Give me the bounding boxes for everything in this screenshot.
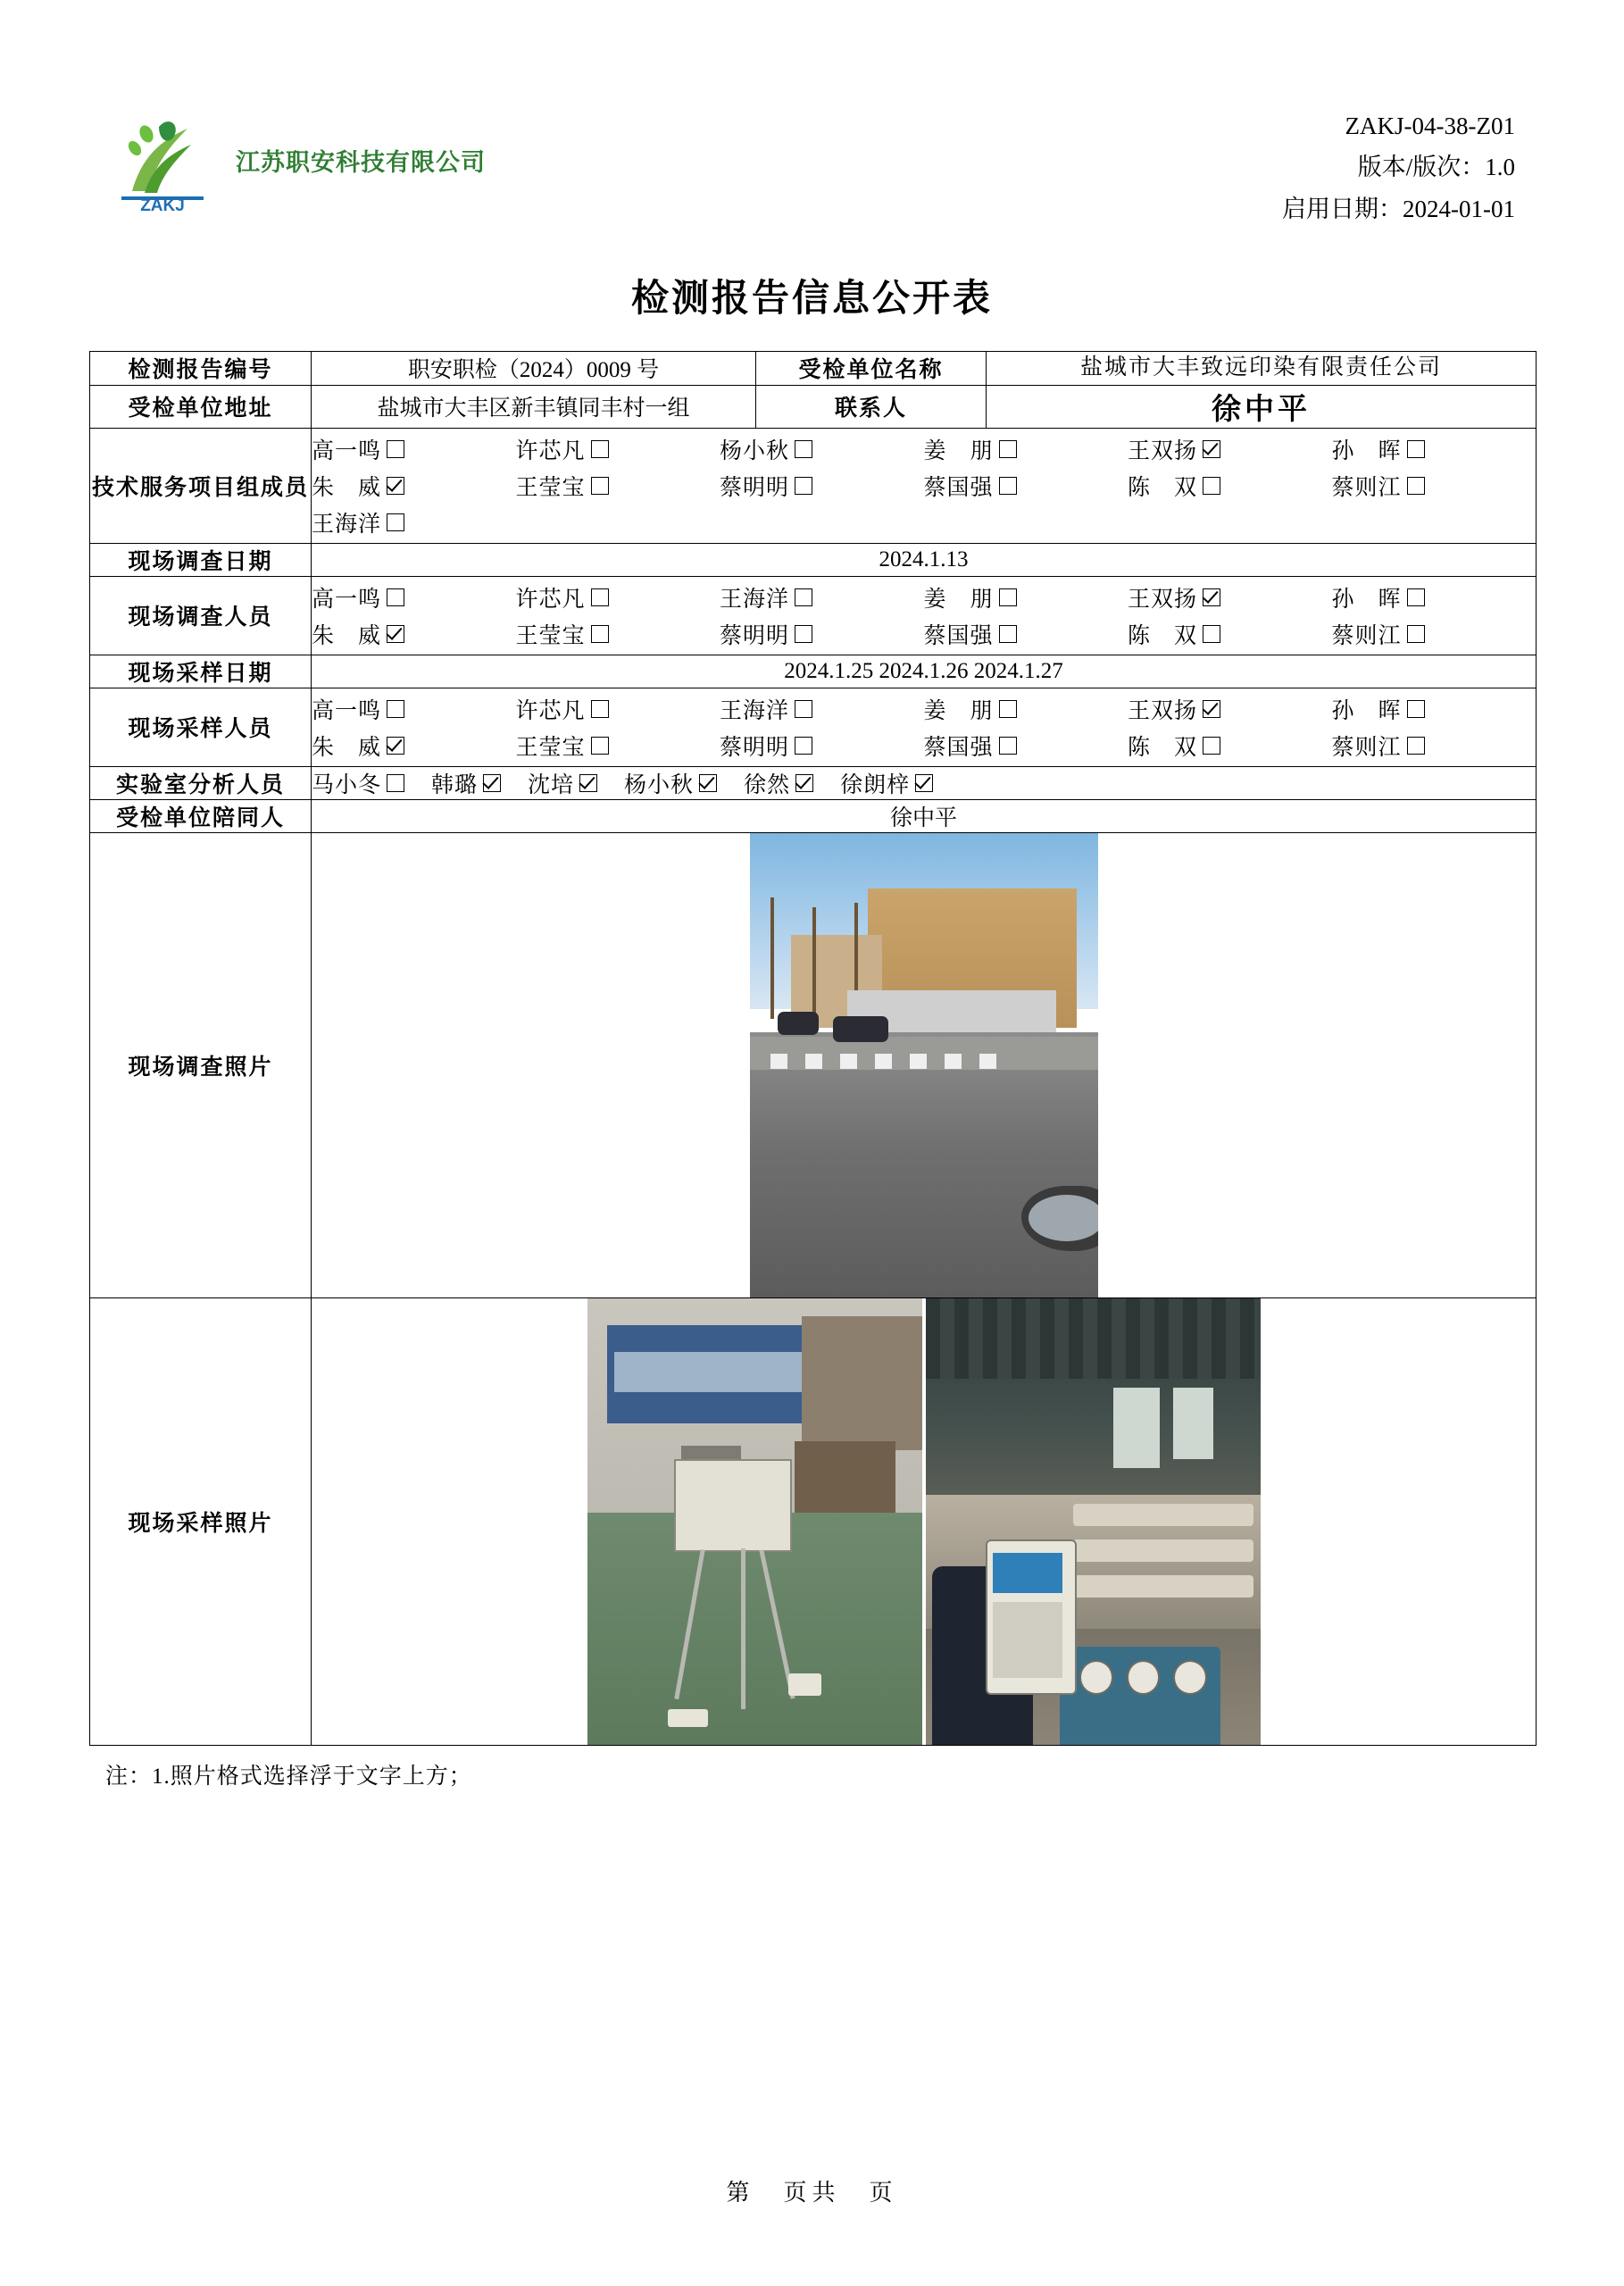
checkbox-item[interactable]: 高一鸣 bbox=[312, 581, 516, 613]
checkbox[interactable] bbox=[387, 440, 404, 458]
table-row bbox=[90, 385, 1537, 428]
checkbox-checked[interactable] bbox=[579, 774, 597, 792]
report-no-label: 检测报告编号 bbox=[90, 352, 312, 385]
escort-value: 徐中平 bbox=[312, 799, 1537, 832]
checkbox-checked[interactable] bbox=[387, 737, 404, 755]
survey-staff-row-2 bbox=[312, 618, 1536, 650]
team-members-row-3 bbox=[312, 506, 1536, 538]
checkbox-item[interactable]: 许芯凡 bbox=[516, 581, 720, 613]
checkbox-item[interactable]: 蔡明明 bbox=[720, 470, 924, 502]
checkbox[interactable] bbox=[1203, 477, 1220, 495]
company-name: 江苏职安科技有限公司 bbox=[236, 148, 486, 176]
table-row bbox=[90, 766, 1537, 799]
checkbox-item[interactable]: 孙 晖 bbox=[1332, 581, 1537, 613]
checkbox-item[interactable]: 高一鸣 bbox=[312, 433, 516, 465]
info-table bbox=[89, 351, 1537, 1745]
checkbox-checked[interactable] bbox=[699, 774, 717, 792]
checkbox[interactable] bbox=[591, 477, 609, 495]
checkbox-item[interactable]: 蔡则江 bbox=[1332, 730, 1537, 762]
sample-staff-cell bbox=[312, 688, 1537, 766]
checkbox-checked[interactable] bbox=[1203, 440, 1220, 458]
client-name-label: 受检单位名称 bbox=[756, 352, 987, 385]
contact-value: 徐中平 bbox=[987, 385, 1537, 428]
checkbox-item[interactable]: 高一鸣 bbox=[312, 693, 516, 725]
checkbox-item[interactable]: 蔡明明 bbox=[720, 730, 924, 762]
checkbox[interactable] bbox=[1407, 477, 1425, 495]
checkbox-item[interactable]: 王莹宝 bbox=[516, 470, 720, 502]
info-table-wrap bbox=[89, 351, 1535, 1745]
sample-photo-instrument bbox=[587, 1298, 922, 1745]
checkbox[interactable] bbox=[795, 588, 812, 606]
survey-photo-label: 现场调查照片 bbox=[90, 832, 312, 1297]
page-header bbox=[0, 0, 1624, 229]
team-members-cell bbox=[312, 428, 1537, 543]
page-footer: 第 页共 页 bbox=[726, 2180, 898, 2206]
checkbox[interactable] bbox=[1407, 737, 1425, 755]
checkbox[interactable] bbox=[1203, 625, 1220, 643]
survey-date-label: 现场调查日期 bbox=[90, 543, 312, 576]
checkbox-item[interactable]: 陈 双 bbox=[1128, 730, 1332, 762]
checkbox[interactable] bbox=[591, 700, 609, 718]
checkbox[interactable] bbox=[795, 737, 812, 755]
checkbox[interactable] bbox=[795, 625, 812, 643]
checkbox[interactable] bbox=[999, 625, 1017, 643]
checkbox[interactable] bbox=[387, 513, 404, 531]
checkbox-item[interactable]: 王莹宝 bbox=[516, 618, 720, 650]
checkbox[interactable] bbox=[1407, 700, 1425, 718]
checkbox-item[interactable]: 许芯凡 bbox=[516, 433, 720, 465]
checkbox-item[interactable]: 王双扬 bbox=[1128, 581, 1332, 613]
lab-staff-row bbox=[312, 767, 1536, 799]
checkbox[interactable] bbox=[591, 588, 609, 606]
footnote: 注：1.照片格式选择浮于文字上方； bbox=[105, 1764, 472, 1789]
checkbox-item[interactable]: 蔡国强 bbox=[924, 618, 1128, 650]
checkbox[interactable] bbox=[1407, 440, 1425, 458]
checkbox-checked[interactable] bbox=[387, 477, 404, 495]
company-logo bbox=[105, 105, 220, 214]
checkbox-item[interactable]: 蔡则江 bbox=[1332, 618, 1537, 650]
checkbox-item[interactable]: 蔡国强 bbox=[924, 730, 1128, 762]
sample-staff-row-2 bbox=[312, 730, 1536, 762]
table-row-sample-photo bbox=[90, 1297, 1537, 1745]
checkbox[interactable] bbox=[591, 625, 609, 643]
checkbox-item[interactable]: 王双扬 bbox=[1128, 433, 1332, 465]
table-row-survey-photo bbox=[90, 832, 1537, 1297]
checkbox[interactable] bbox=[387, 588, 404, 606]
checkbox-item[interactable]: 王海洋 bbox=[720, 693, 924, 725]
table-row bbox=[90, 688, 1537, 766]
escort-label: 受检单位陪同人 bbox=[90, 799, 312, 832]
checkbox-checked[interactable] bbox=[483, 774, 501, 792]
checkbox-item[interactable]: 许芯凡 bbox=[516, 693, 720, 725]
sample-photo-cell bbox=[312, 1297, 1537, 1745]
checkbox[interactable] bbox=[591, 440, 609, 458]
survey-staff-label: 现场调查人员 bbox=[90, 576, 312, 655]
checkbox-item[interactable]: 徐朗梓 bbox=[840, 767, 933, 799]
svg-text:ZAKJ: ZAKJ bbox=[140, 196, 185, 214]
client-name-value: 盐城市大丰致远印染有限责任公司 bbox=[987, 352, 1537, 385]
contact-label: 联系人 bbox=[756, 385, 987, 428]
checkbox[interactable] bbox=[999, 700, 1017, 718]
company-block bbox=[105, 105, 486, 214]
survey-site-photo bbox=[750, 833, 1098, 1297]
sample-photo-label: 现场采样照片 bbox=[90, 1297, 312, 1745]
checkbox[interactable] bbox=[999, 440, 1017, 458]
checkbox-item[interactable]: 蔡国强 bbox=[924, 470, 1128, 502]
survey-staff-cell bbox=[312, 576, 1537, 655]
checkbox-item[interactable]: 沈培 bbox=[528, 767, 597, 799]
client-address-label: 受检单位地址 bbox=[90, 385, 312, 428]
sample-staff-row-1 bbox=[312, 693, 1536, 725]
checkbox[interactable] bbox=[591, 737, 609, 755]
doc-effective-date: 启用日期：2024-01-01 bbox=[1282, 195, 1515, 222]
lab-staff-label: 实验室分析人员 bbox=[90, 766, 312, 799]
sample-photo-handheld bbox=[926, 1298, 1261, 1745]
checkbox-item[interactable]: 王双扬 bbox=[1128, 693, 1332, 725]
checkbox-item[interactable]: 马小冬 bbox=[312, 767, 404, 799]
checkbox-item[interactable]: 徐然 bbox=[744, 767, 813, 799]
checkbox-item[interactable]: 王海洋 bbox=[312, 506, 516, 538]
checkbox-checked[interactable] bbox=[1203, 700, 1220, 718]
checkbox-checked[interactable] bbox=[1203, 588, 1220, 606]
checkbox-item[interactable]: 姜 朋 bbox=[924, 581, 1128, 613]
checkbox-item[interactable]: 姜 朋 bbox=[924, 433, 1128, 465]
team-label: 技术服务项目组成员 bbox=[90, 428, 312, 543]
checkbox-checked[interactable] bbox=[915, 774, 933, 792]
checkbox[interactable] bbox=[1407, 625, 1425, 643]
sample-staff-label: 现场采样人员 bbox=[90, 688, 312, 766]
checkbox-item[interactable]: 朱 威 bbox=[312, 470, 516, 502]
checkbox-item[interactable]: 陈 双 bbox=[1128, 470, 1332, 502]
survey-date-value: 2024.1.13 bbox=[312, 543, 1537, 576]
checkbox[interactable] bbox=[795, 440, 812, 458]
sample-date-value: 2024.1.25 2024.1.26 2024.1.27 bbox=[312, 655, 1537, 688]
checkbox[interactable] bbox=[387, 774, 404, 792]
checkbox-checked[interactable] bbox=[795, 774, 813, 792]
doc-version: 版本/版次：1.0 bbox=[1357, 154, 1515, 181]
checkbox-item[interactable]: 蔡则江 bbox=[1332, 470, 1537, 502]
checkbox-item[interactable]: 王海洋 bbox=[720, 581, 924, 613]
checkbox-item[interactable]: 陈 双 bbox=[1128, 618, 1332, 650]
doc-code: ZAKJ-04-38-Z01 bbox=[1345, 113, 1515, 139]
team-members-row-2 bbox=[312, 470, 1536, 502]
table-row bbox=[90, 655, 1537, 688]
checkbox-item[interactable]: 韩璐 bbox=[431, 767, 501, 799]
table-row bbox=[90, 543, 1537, 576]
checkbox-item[interactable]: 孙 晖 bbox=[1332, 693, 1537, 725]
table-row bbox=[90, 576, 1537, 655]
checkbox[interactable] bbox=[999, 477, 1017, 495]
lab-staff-cell bbox=[312, 766, 1537, 799]
checkbox-item[interactable]: 孙 晖 bbox=[1332, 433, 1537, 465]
header-meta bbox=[1282, 105, 1515, 229]
checkbox-item[interactable]: 杨小秋 bbox=[720, 433, 924, 465]
checkbox[interactable] bbox=[999, 737, 1017, 755]
report-no-value: 职安职检（2024）0009 号 bbox=[312, 352, 756, 385]
checkbox-item[interactable]: 朱 威 bbox=[312, 618, 516, 650]
client-address-value: 盐城市大丰区新丰镇同丰村一组 bbox=[312, 385, 756, 428]
checkbox-item[interactable]: 杨小秋 bbox=[624, 767, 717, 799]
table-row bbox=[90, 352, 1537, 385]
checkbox[interactable] bbox=[999, 588, 1017, 606]
sample-date-label: 现场采样日期 bbox=[90, 655, 312, 688]
survey-staff-row-1 bbox=[312, 581, 1536, 613]
table-row bbox=[90, 428, 1537, 543]
table-row bbox=[90, 799, 1537, 832]
survey-photo-cell bbox=[312, 832, 1537, 1297]
checkbox[interactable] bbox=[795, 477, 812, 495]
checkbox-checked[interactable] bbox=[387, 625, 404, 643]
checkbox[interactable] bbox=[795, 700, 812, 718]
checkbox[interactable] bbox=[1203, 737, 1220, 755]
checkbox-item[interactable]: 姜 朋 bbox=[924, 693, 1128, 725]
sample-photo-group bbox=[312, 1298, 1536, 1745]
checkbox-item[interactable]: 蔡明明 bbox=[720, 618, 924, 650]
page-title: 检测报告信息公开表 bbox=[630, 279, 993, 321]
checkbox-item[interactable]: 王莹宝 bbox=[516, 730, 720, 762]
checkbox-item[interactable]: 朱 威 bbox=[312, 730, 516, 762]
team-members-row-1 bbox=[312, 433, 1536, 465]
checkbox[interactable] bbox=[1407, 588, 1425, 606]
checkbox[interactable] bbox=[387, 700, 404, 718]
